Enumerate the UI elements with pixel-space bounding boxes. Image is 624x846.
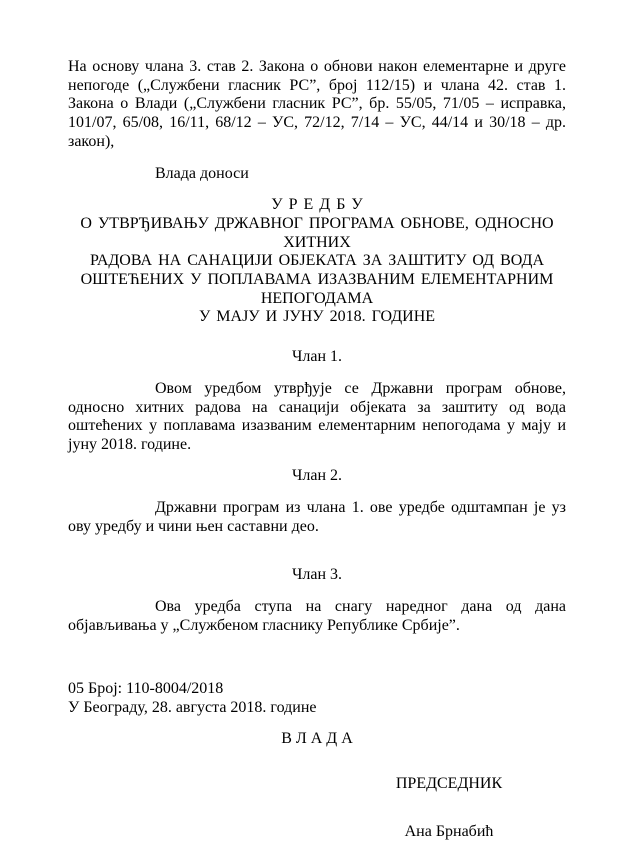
article-1-body: Овом уредбом утврђује се Државни програм обнове, односно хитних радова на санацији објеката за заштиту од вода оштећених у поплавама изазваним елементарним непогодама у мају и јуну 2018. године. <box>68 379 566 453</box>
article-3-heading: Члан 3. <box>291 565 343 583</box>
decree-title-line-5: У МАЈУ И ЈУНУ 2018. ГОДИНЕ <box>198 308 436 326</box>
article-2-heading: Члан 2. <box>291 466 343 484</box>
preamble-paragraph: На основу члана 3. став 2. Закона о обнови након елементарне и друге непогоде („Службени гласник РС”, број 112/15) и члана 42. став 1. Закона о Влади („Службени гласник РС”, бр. 55/05, 71/05 – исправка, 101/07, 65/08, 16/11, 68/12 – УС, 72/12, 7/14 – УС, 44/14 и 30/18 – др. закон), <box>68 58 566 150</box>
article-1 <box>68 348 566 455</box>
article-2 <box>68 467 566 537</box>
article-3 <box>68 566 566 636</box>
decree-title-line-1: О УТВРЂИВАЊУ ДРЖАВНОГ ПРОГРАМА ОБНОВЕ, ОДНОСНО ХИТНИХ <box>80 214 554 251</box>
article-2-body: Државни програм из члана 1. ове уредбе одштампан је уз ову уредбу и чини њен саставни део. <box>68 499 566 536</box>
article-3-body: Ова уредба ступа на снагу наредног дана од дана објављивања у „Службеном гласнику Републике Србије”. <box>68 598 566 635</box>
enacting-phrase: Влада доноси <box>155 164 249 182</box>
decree-kind: У Р Е Д Б У <box>271 196 363 214</box>
decree-title-line-4: НЕПОГОДАМА <box>260 289 374 307</box>
issuer-name: В Л А Д А <box>281 730 353 748</box>
signature-name: Ана Брнабић <box>404 822 494 840</box>
reference-number: 05 Број: 110-8004/2018 <box>68 679 224 697</box>
signature-block <box>332 775 566 841</box>
decree-title-line-3: ОШТЕЋЕНИХ У ПОПЛАВАМА ИЗАЗВАНИМ ЕЛЕМЕНТАРНИМ <box>80 271 554 289</box>
place-and-date: У Београду, 28. августа 2018. године <box>68 698 317 716</box>
signature-role: ПРЕДСЕДНИК <box>395 774 503 792</box>
decree-title <box>68 196 566 327</box>
decree-title-line-2: РАДОВА НА САНАЦИЈИ ОБЈЕКАТА ЗА ЗАШТИТУ ОД ВОДА <box>89 252 544 270</box>
article-1-heading: Члан 1. <box>291 348 343 366</box>
